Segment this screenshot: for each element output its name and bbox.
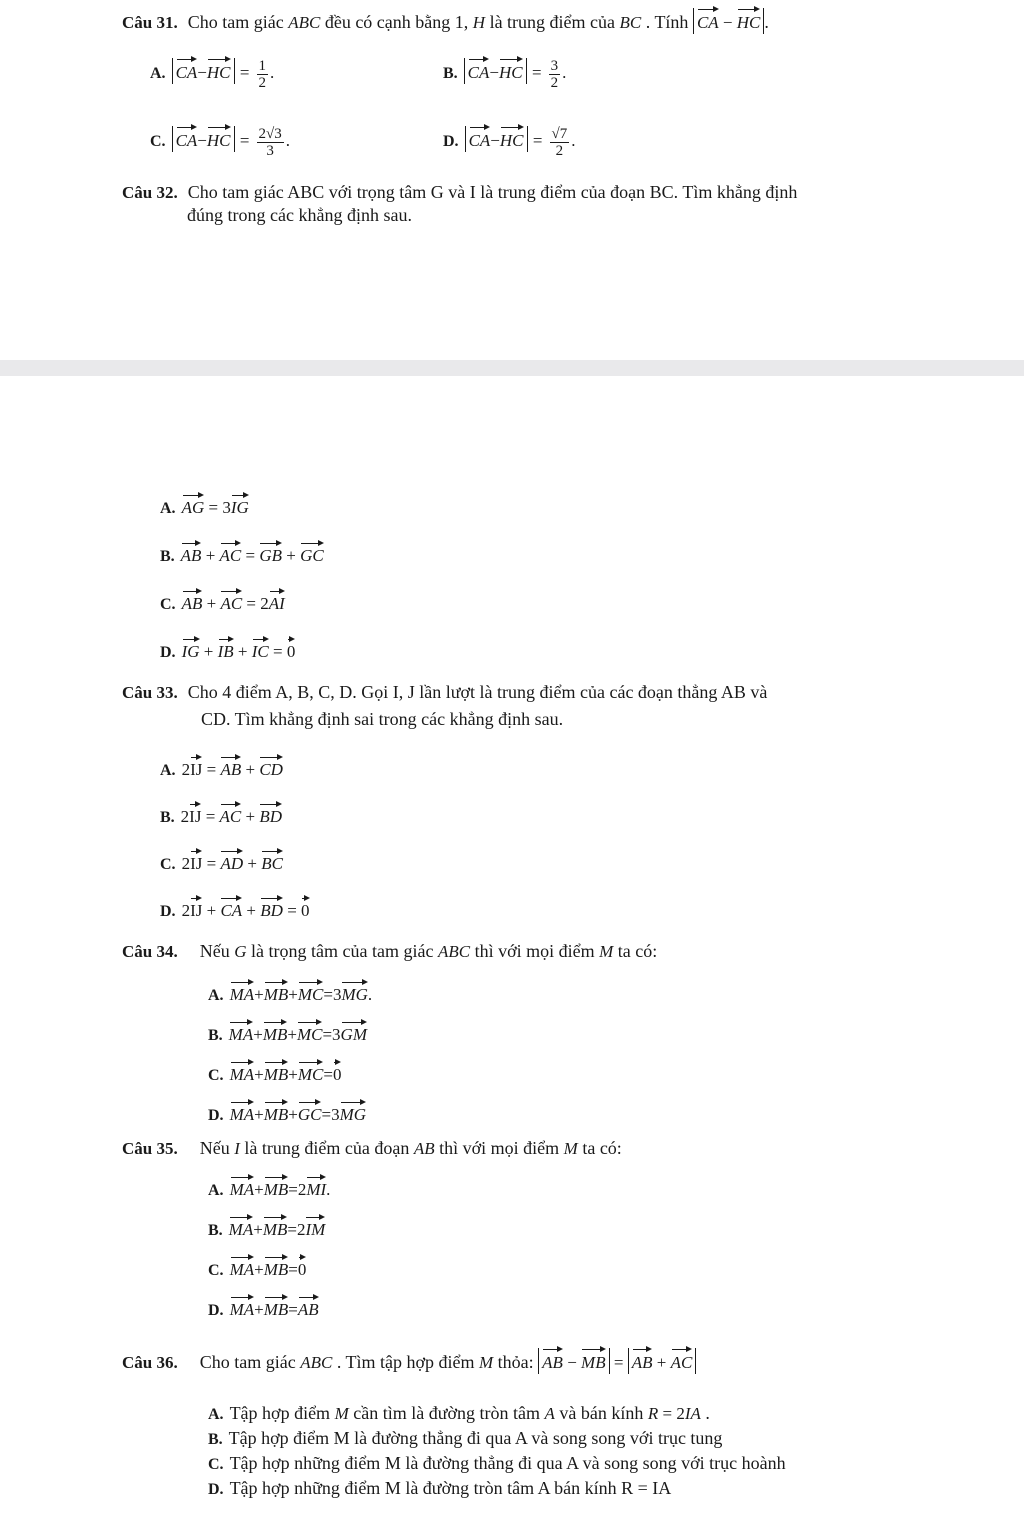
question-34 (122, 941, 657, 962)
question-number: Câu 32. (122, 183, 178, 202)
option-36-c[interactable]: C. Tập hợp những điểm M là đường thẳng đi qua A và song song với trục hoành (208, 1453, 786, 1473)
question-33-continuation: CD. Tìm khẳng định sai trong các khẳng định sau. (201, 709, 564, 729)
question-text: Cho tam giác ABC đều có cạnh bằng 1, H là trung điểm của BC . Tính CA − HC . (188, 12, 769, 32)
option-31-d[interactable]: D. CA−HC = $\frac{√7}{2}$ . (443, 126, 576, 159)
option-35-b[interactable]: B. MA+MB=2IM (208, 1216, 325, 1240)
question-number: Câu 33. (122, 683, 178, 702)
option-33-c[interactable]: C. 2IJ = AD + BC (160, 850, 283, 874)
page-top (0, 0, 1024, 360)
option-31-a[interactable]: A. CA−HC = $\frac{1}{2}$ . (150, 58, 275, 91)
option-35-d[interactable]: D. MA+MB=AB (208, 1296, 319, 1320)
question-32 (122, 182, 797, 203)
option-34-a[interactable]: A. MA+MB+MC=3MG. (208, 981, 372, 1005)
page-separator (0, 360, 1024, 376)
question-number: Câu 34. (122, 942, 178, 961)
option-31-c[interactable]: C. CA−HC = $\frac{2√3}{3}$ . (150, 126, 290, 159)
question-35 (122, 1138, 622, 1159)
question-31 (122, 8, 769, 34)
question-33 (122, 682, 767, 703)
option-32-b[interactable]: B. AB + AC = GB + GC (160, 542, 324, 566)
option-34-d[interactable]: D. MA+MB+GC=3MG (208, 1101, 366, 1125)
page-bottom (0, 376, 1024, 1526)
option-33-a[interactable]: A. 2IJ = AB + CD (160, 756, 283, 780)
option-36-d[interactable]: D. Tập hợp những điểm M là đường tròn tâm A bán kính R = IA (208, 1478, 672, 1498)
question-text: Cho tam giác ABC . Tìm tập hợp điểm M thỏa: AB − MB = AB + AC (200, 1352, 697, 1372)
option-31-b[interactable]: B. CA−HC = $\frac{3}{2}$ . (443, 58, 567, 91)
option-32-a[interactable]: A. AG = 3IG (160, 494, 249, 518)
question-number: Câu 31. (122, 13, 178, 32)
option-33-b[interactable]: B. 2IJ = AC + BD (160, 803, 282, 827)
option-34-c[interactable]: C. MA+MB+MC=0 (208, 1061, 341, 1085)
question-32-continuation: đúng trong các khẳng định sau. (187, 205, 412, 225)
question-text: Nếu G là trọng tâm của tam giác ABC thì với mọi điểm M ta có: (199, 941, 658, 961)
option-35-a[interactable]: A. MA+MB=2MI. (208, 1176, 330, 1200)
option-32-d[interactable]: D. IG + IB + IC = 0 (160, 638, 295, 662)
question-36 (122, 1348, 696, 1374)
option-32-c[interactable]: C. AB + AC = 2AI (160, 590, 285, 614)
question-text: Cho tam giác ABC với trọng tâm G và I là trung điểm của đoạn BC. Tìm khẳng định (187, 182, 798, 202)
question-number: Câu 35. (122, 1139, 178, 1158)
option-33-d[interactable]: D. 2IJ + CA + BD = 0 (160, 897, 310, 921)
option-36-a[interactable]: A. Tập hợp điểm M cần tìm là đường tròn tâm A và bán kính R = 2IA . (208, 1403, 710, 1423)
question-number: Câu 36. (122, 1353, 178, 1372)
option-35-c[interactable]: C. MA+MB=0 (208, 1256, 306, 1280)
question-text: Cho 4 điểm A, B, C, D. Gọi I, J lần lượt là trung điểm của các đoạn thẳng AB và (187, 682, 768, 702)
question-text: Nếu I là trung điểm của đoạn AB thì với mọi điểm M ta có: (199, 1138, 622, 1158)
option-36-b[interactable]: B. Tập hợp điểm M là đường thẳng đi qua A và song song với trục tung (208, 1428, 723, 1448)
option-34-b[interactable]: B. MA+MB+MC=3GM (208, 1021, 367, 1045)
